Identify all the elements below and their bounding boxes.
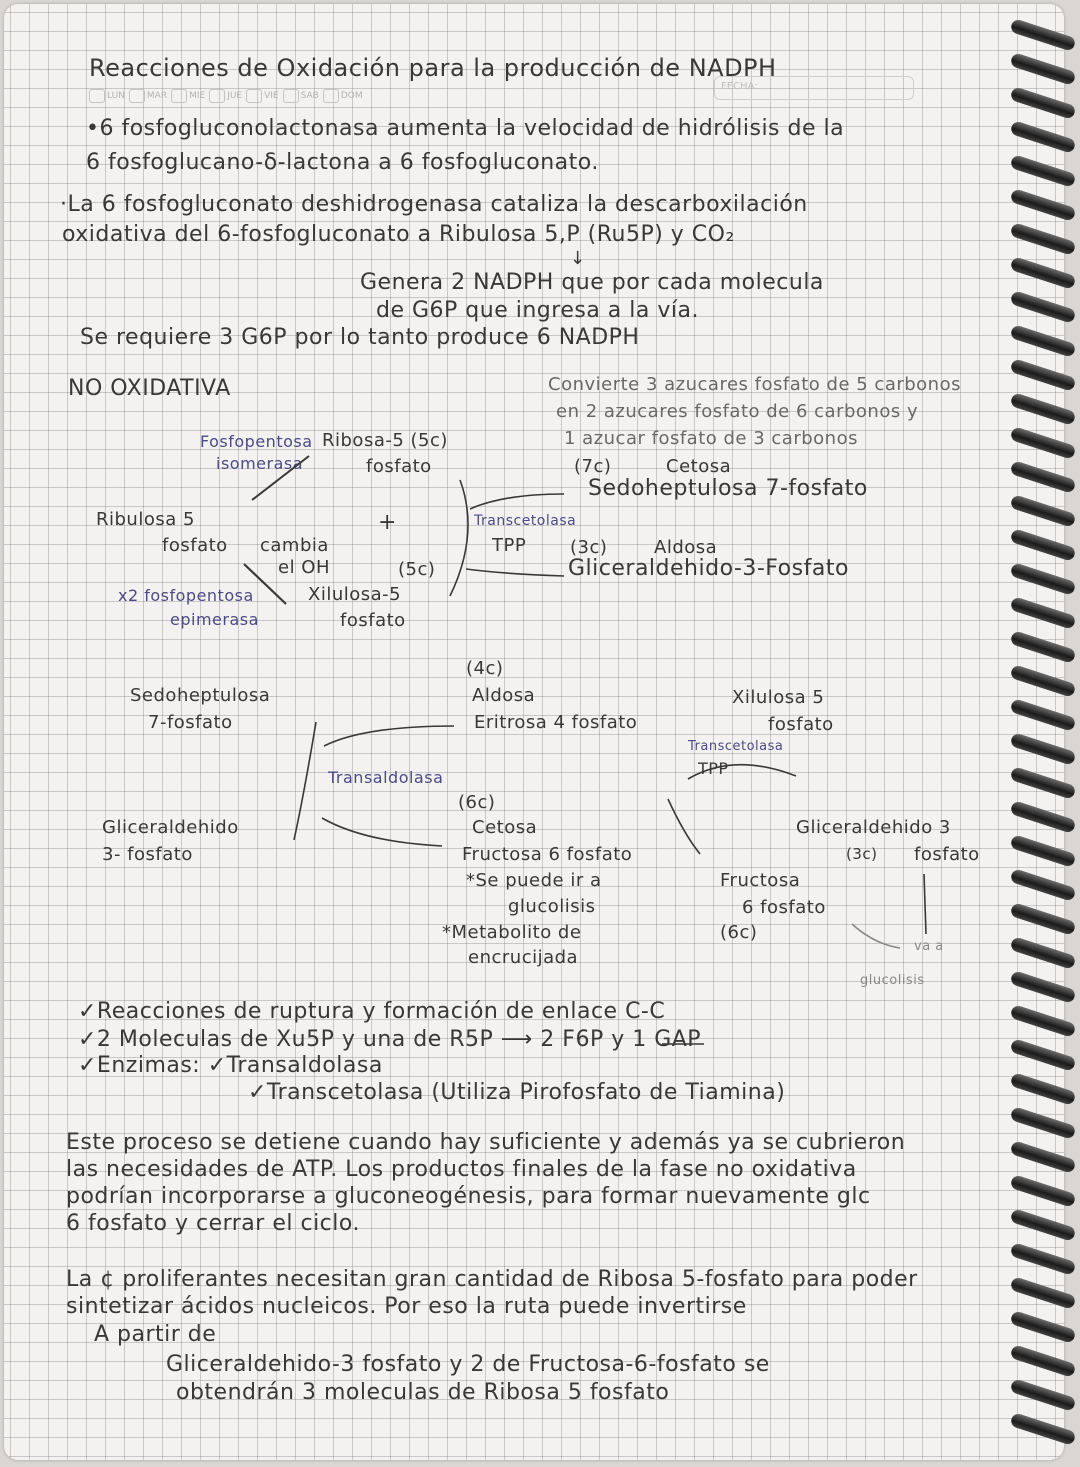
annotation: *Se puede ir a [466,870,602,891]
annotation: va a [914,939,944,954]
day-box: SAB [283,89,319,103]
metabolite-label: Xilulosa 5 [732,687,825,708]
carbon-count: (5c) [398,559,436,580]
annotation: glucolisis [508,896,596,917]
checklist-item: ✓2 Moleculas de Xu5P y una de R5P ⟶ 2 F6P y 1 GAP [78,1027,702,1052]
text-line: ·La 6 fosfogluconato deshidrogenasa cataliza la descarboxilación [60,192,808,217]
metabolite-label: Xilulosa-5 [308,584,402,605]
note-line: en 2 azucares fosfato de 6 carbonos y [556,401,919,422]
cofactor-label: TPP [492,535,527,556]
arrow-transaldolase-vertical [294,722,316,840]
carbon-count: (6c) [458,792,496,813]
text-line: Se requiere 3 G6P por lo tanto produce 6 NADPH [80,325,640,350]
annotation: el OH [278,557,330,578]
metabolite-label: 7-fosfato [148,712,233,733]
metabolite-label: Eritrosa 4 fosfato [474,712,638,733]
arrow-epimerase [244,564,286,604]
text-line: •6 fosfogluconolactonasa aumenta la velocidad de hidrólisis de la [86,116,845,141]
cofactor-label: TPP [698,759,729,778]
section-heading: NO OXIDATIVA [68,376,231,401]
arrow-transketolase-curve [450,480,468,596]
annotation: cambia [260,535,329,556]
paragraph-line: Este proceso se detiene cuando hay suficiente y además ya se cubrieron [66,1130,906,1155]
carbon-count: (7c) [574,456,612,477]
paragraph-line: A partir de [94,1322,217,1347]
metabolite-label: fosfato [914,844,980,865]
checklist-item: ✓Enzimas: ✓Transaldolasa [78,1053,383,1078]
paragraph-line: podrían incorporarse a gluconeogénesis, para formar nuevamente glc [66,1184,871,1209]
pathway-arrows [4,4,1064,1460]
enzyme-label: Transcetolasa [474,513,577,529]
enzyme-label: isomerasa [216,454,304,473]
metabolite-label: Fructosa 6 fosfato [462,844,633,865]
day-box: JUE [209,89,242,103]
metabolite-label: Fructosa [720,870,801,891]
day-box: VIE [246,89,279,103]
metabolite-label: Gliceraldehido 3 [796,817,951,838]
sugar-type: Cetosa [666,456,732,477]
paragraph-line: La ¢ proliferantes necesitan gran cantidad de Ribosa 5-fosfato para poder [66,1267,918,1292]
metabolite-label: Gliceraldehido [102,817,239,838]
metabolite-label: fosfato [366,456,432,477]
day-box: MIE [171,89,205,103]
checklist-item: ✓Reacciones de ruptura y formación de enlace C-C [78,999,666,1024]
metabolite-label: 6 fosfato [742,897,826,918]
notebook-page [4,4,1064,1460]
arrow-to-gap2 [924,874,926,934]
text-line: 6 fosfoglucano-δ-lactona a 6 fosfogluconato. [86,150,599,175]
down-arrow-icon: ↓ [570,248,586,269]
arrow-to-fructose [322,818,442,846]
paragraph-line: las necesidades de ATP. Los productos finales de la fase no oxidativa [66,1157,857,1182]
annotation: *Metabolito de [442,922,582,943]
annotation: glucolisis [860,973,925,988]
carbon-count: (6c) [720,922,758,943]
enzyme-label: Transcetolasa [688,739,784,754]
annotation: encrucijada [468,947,579,968]
metabolite-label: Ribosa-5 (5c) [322,430,448,451]
plus-sign: + [378,510,397,535]
page-title: Reacciones de Oxidación para la producción de NADPH [89,54,777,82]
metabolite-label: fosfato [162,535,228,556]
day-box: DOM [323,89,363,103]
metabolite-label: Sedoheptulosa [130,685,271,706]
spiral-binding [1000,0,1080,1467]
carbon-count: (3c) [570,537,608,558]
sugar-type: Cetosa [472,817,538,838]
text-line: oxidativa del 6-fosfogluconato a Ribulosa 5,P (Ru5P) y CO₂ [62,222,735,247]
arrow-to-gap [466,569,564,576]
sugar-type: Aldosa [472,685,536,706]
text-line: de G6P que ingresa a la vía. [376,298,699,323]
paragraph-line: 6 fosfato y cerrar el ciclo. [66,1211,360,1236]
metabolite-label: Ribulosa 5 [96,509,195,530]
carbon-count: (3c) [846,845,878,863]
enzyme-label: x2 fosfopentosa [118,586,254,605]
day-box: LUN [89,89,125,103]
enzyme-label: Transaldolasa [328,768,444,787]
sugar-type: Aldosa [654,537,718,558]
paragraph-line: obtendrán 3 moleculas de Ribosa 5 fosfato [176,1380,670,1405]
paragraph-line: sintetizar ácidos nucleicos. Por eso la ruta puede invertirse [66,1294,747,1319]
arrow-transketolase2 [688,765,796,779]
paragraph-line: Gliceraldehido-3 fosfato y 2 de Fructosa-6-fosfato se [166,1352,770,1377]
note-line: 1 azucar fosfato de 3 carbonos [564,428,858,449]
arrow-to-erythrose [324,726,454,746]
text-line: Genera 2 NADPH que por cada molecula [360,270,824,295]
enzyme-label: epimerasa [170,610,259,629]
metabolite-label: Sedoheptulosa 7-fosfato [588,476,868,501]
metabolite-label: Gliceraldehido-3-Fosfato [568,556,849,581]
arrow-to-fructose2 [668,799,700,854]
carbon-count: (4c) [466,658,504,679]
metabolite-label: fosfato [768,714,834,735]
enzyme-label: Fosfopentosa [200,432,313,451]
metabolite-label: 3- fosfato [102,844,193,865]
arrow-to-sedoheptulose [470,494,564,509]
date-field: FECHA: [714,76,914,100]
arrow-isomerase [252,456,309,500]
day-box: MAR [129,89,167,103]
metabolite-label: fosfato [340,610,406,631]
arrow-fructose2-glycolysis [852,924,900,948]
note-line: Convierte 3 azucares fosfato de 5 carbonos [548,374,961,395]
checklist-item: ✓Transcetolasa (Utiliza Pirofosfato de Tiamina) [248,1080,786,1105]
